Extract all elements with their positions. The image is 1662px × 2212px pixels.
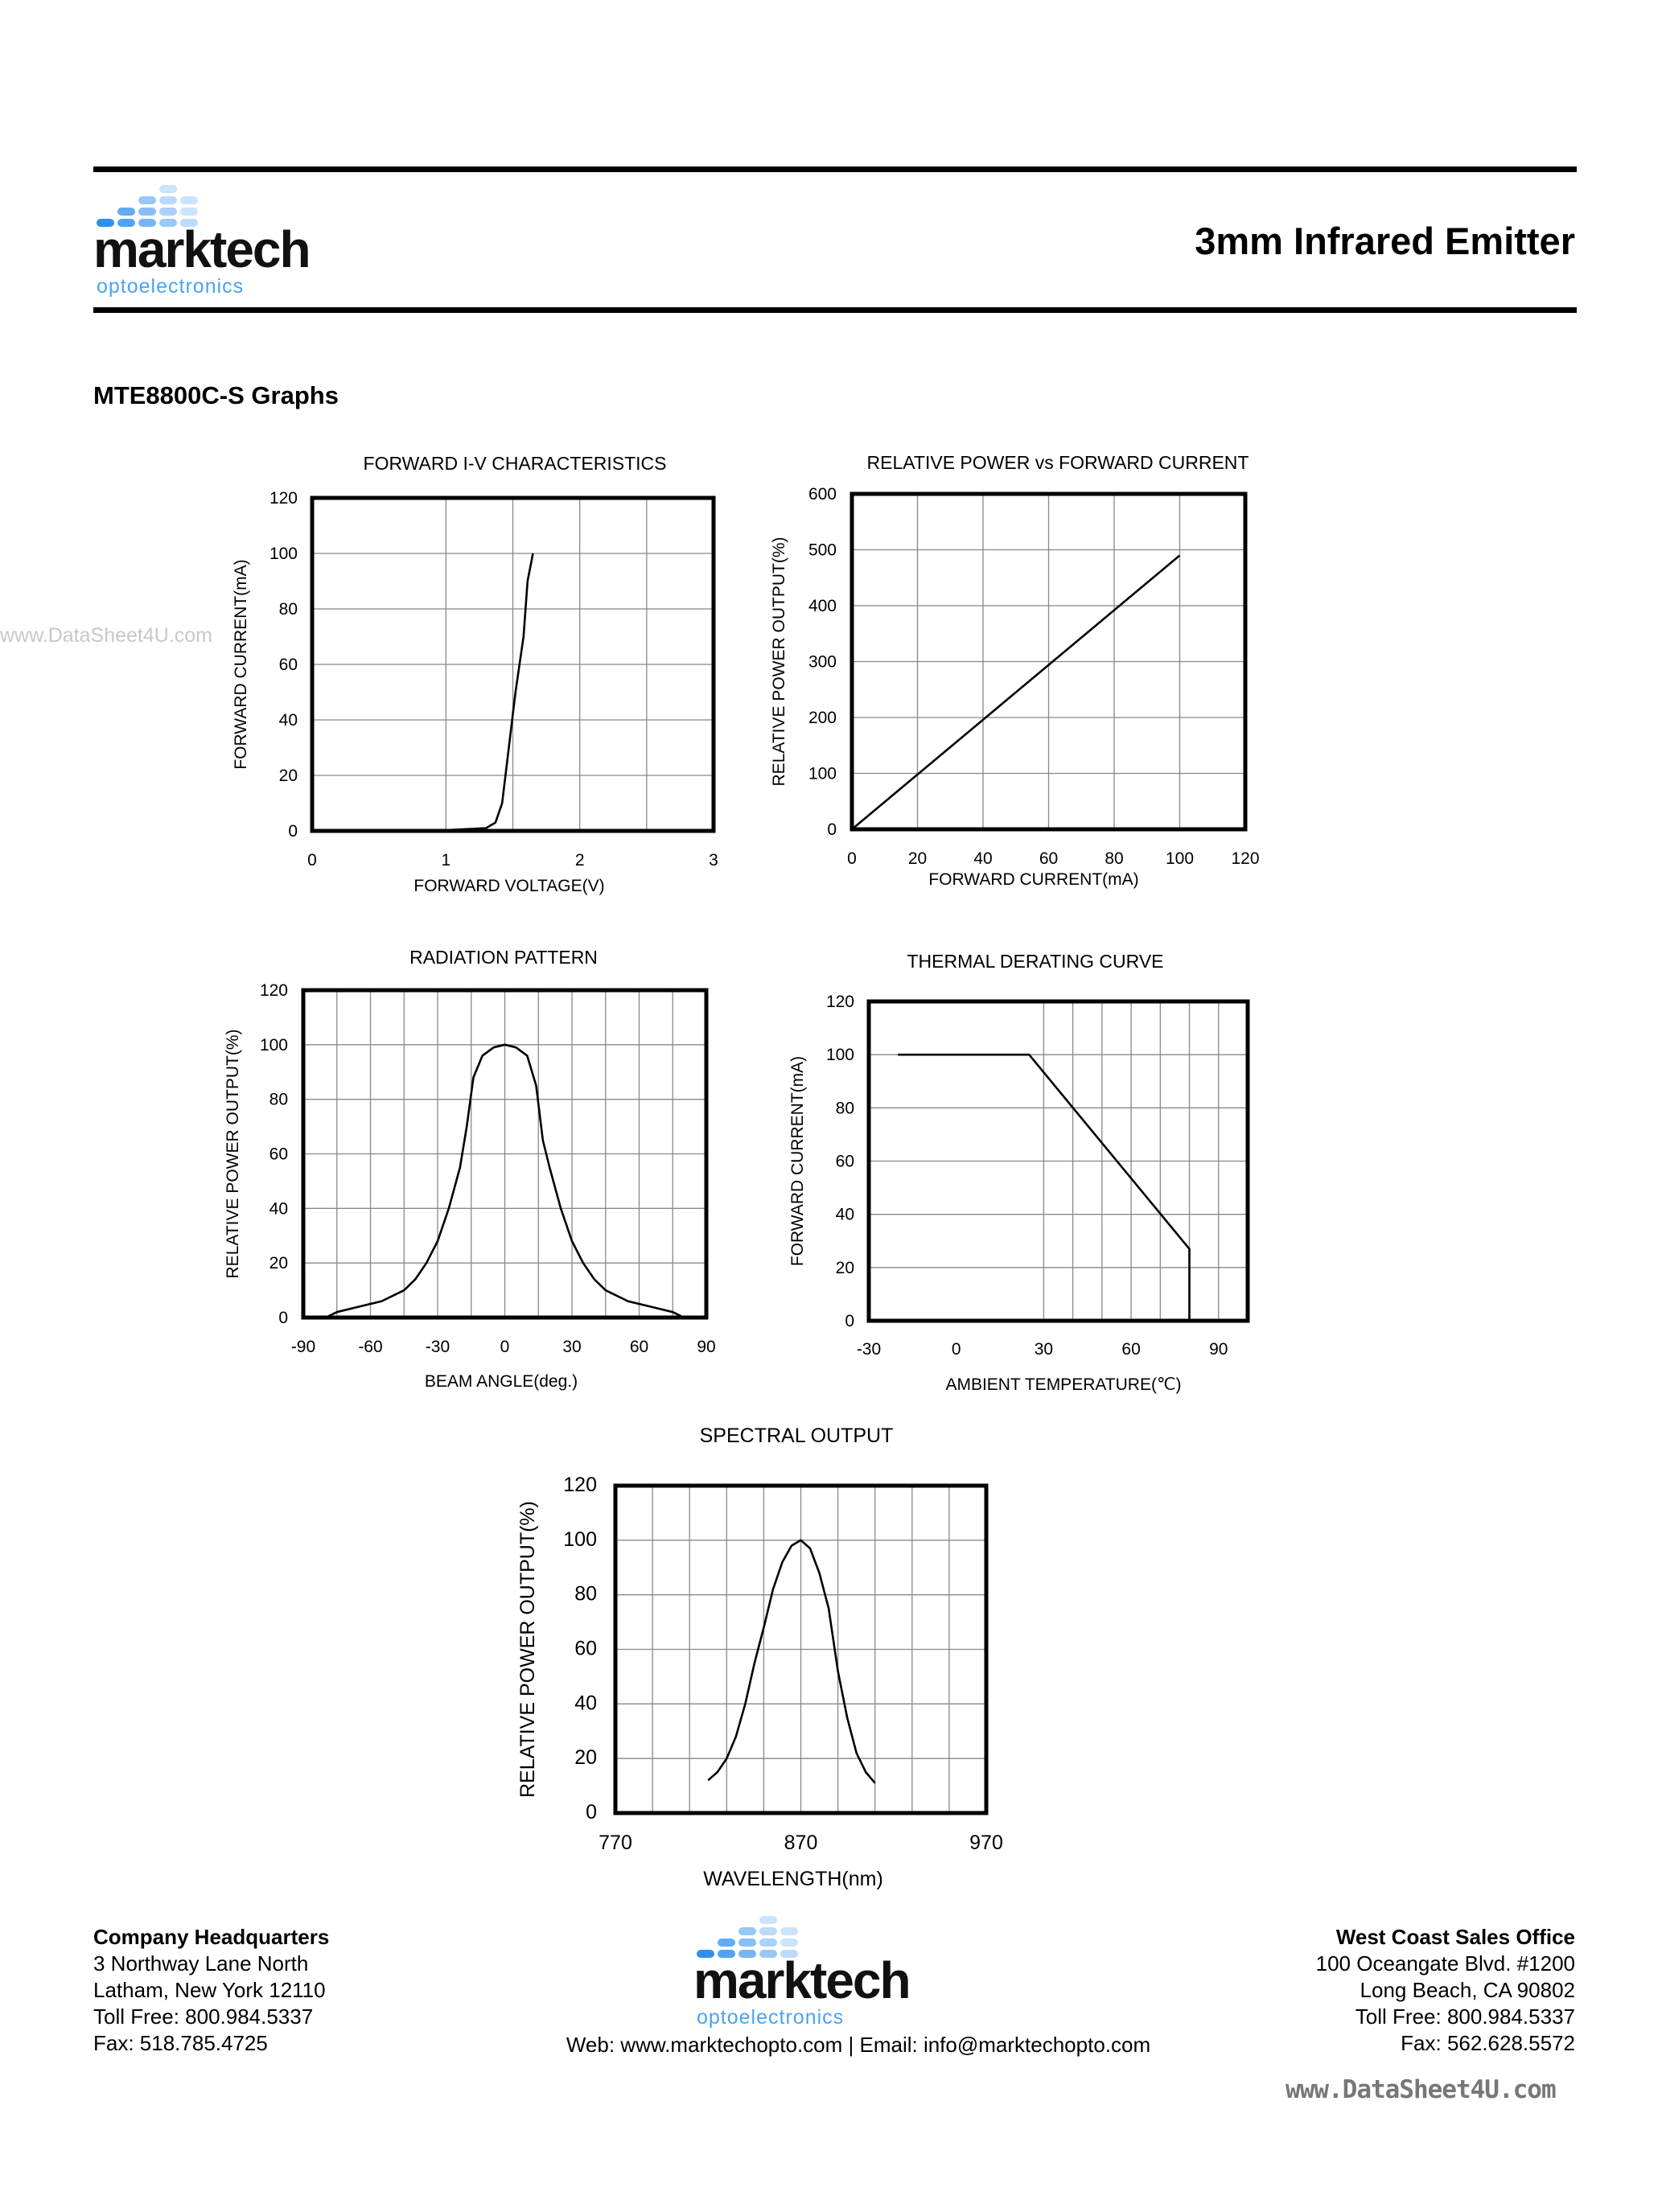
y-tick-label: 20 [835, 1258, 854, 1277]
y-tick-label: 100 [825, 1046, 854, 1065]
x-tick-label: 60 [1121, 1340, 1141, 1359]
x-tick-label: -30 [425, 1338, 450, 1356]
y-tick-label: 80 [574, 1582, 597, 1606]
hq-heading: Company Headquarters [93, 1925, 330, 1949]
x-tick-label: 20 [907, 849, 928, 868]
y-tick-label: 20 [574, 1746, 597, 1770]
x-tick-label: 90 [697, 1338, 716, 1356]
logo-wordmark: marktech [693, 1951, 910, 2009]
y-tick-label: 80 [835, 1099, 854, 1118]
y-tick-label: 20 [278, 767, 298, 785]
y-tick-label: 0 [827, 820, 837, 839]
y-tick-label: 0 [586, 1801, 597, 1823]
hq-line: Fax: 518.785.4725 [93, 2031, 268, 2055]
x-tick-label: 2 [574, 851, 585, 870]
y-axis-label: RELATIVE POWER OUTPUT(%) [224, 1029, 242, 1279]
x-tick-label: -90 [290, 1338, 316, 1356]
footer-contact[interactable]: Web: www.marktechopto.com | Email: info@marktechopto.com [566, 2033, 1151, 2057]
y-tick-label: 300 [808, 652, 837, 672]
y-axis-label: FORWARD CURRENT(mA) [232, 559, 250, 770]
y-tick-label: 0 [278, 1309, 288, 1327]
data-series-line [708, 1540, 874, 1783]
x-axis-label: BEAM ANGLE(deg.) [424, 1372, 578, 1391]
y-tick-label: 100 [269, 545, 298, 563]
y-tick-label: 40 [835, 1205, 854, 1224]
y-tick-label: 40 [269, 1199, 288, 1219]
x-tick-label: -30 [856, 1340, 882, 1359]
chart-title: SPECTRAL OUTPUT [699, 1425, 894, 1447]
y-tick-label: 100 [808, 764, 837, 783]
hq-line: Toll Free: 800.984.5337 [93, 2004, 314, 2029]
hq-line: 3 Northway Lane North [93, 1951, 309, 1976]
y-tick-label: 120 [563, 1474, 597, 1496]
y-tick-label: 400 [808, 597, 837, 615]
x-axis-label: WAVELENGTH(nm) [703, 1868, 883, 1890]
section-title: MTE8800C-S Graphs [93, 381, 339, 409]
y-tick-label: 60 [269, 1145, 288, 1164]
y-tick-label: 40 [278, 711, 298, 730]
y-axis-label: FORWARD CURRENT(mA) [788, 1055, 807, 1267]
x-axis-label: FORWARD VOLTAGE(V) [413, 877, 605, 895]
y-tick-label: 40 [574, 1692, 597, 1715]
y-tick-label: 80 [269, 1090, 288, 1109]
y-tick-label: 20 [269, 1254, 288, 1273]
data-series-line [852, 556, 1180, 830]
y-tick-label: 200 [808, 709, 837, 727]
x-tick-label: 0 [847, 849, 857, 868]
watermark-right: www.DataSheet4U.com [1286, 2075, 1556, 2104]
footer-logo [693, 1914, 983, 2029]
y-tick-label: 80 [278, 600, 298, 619]
hq-line: Latham, New York 12110 [93, 1978, 326, 2002]
x-tick-label: 870 [784, 1832, 818, 1854]
x-axis-label: FORWARD CURRENT(mA) [928, 870, 1139, 889]
x-axis-label: AMBIENT TEMPERATURE(℃) [945, 1375, 1182, 1394]
chart-title: THERMAL DERATING CURVE [907, 951, 1164, 972]
x-tick-label: -60 [358, 1338, 383, 1356]
x-tick-label: 80 [1105, 849, 1124, 868]
x-tick-label: 90 [1209, 1340, 1228, 1359]
y-tick-label: 60 [574, 1637, 597, 1660]
x-tick-label: 40 [973, 849, 993, 868]
logo-tagline: optoelectronics [697, 2006, 845, 2029]
y-axis-label: RELATIVE POWER OUTPUT(%) [516, 1500, 539, 1799]
logo-tagline: optoelectronics [97, 275, 245, 298]
x-tick-label: 770 [599, 1832, 632, 1854]
y-tick-label: 60 [278, 656, 298, 674]
x-tick-label: 3 [709, 851, 718, 870]
chart-title: RADIATION PATTERN [409, 947, 598, 968]
x-tick-label: 30 [1034, 1340, 1054, 1359]
y-tick-label: 60 [835, 1152, 854, 1171]
product-title: 3mm Infrared Emitter [1195, 220, 1575, 262]
y-axis-label: RELATIVE POWER OUTPUT(%) [770, 537, 788, 787]
west-line: Toll Free: 800.984.5337 [1355, 2004, 1575, 2029]
y-tick-label: 100 [563, 1527, 597, 1551]
y-tick-label: 0 [845, 1312, 854, 1330]
west-line: Long Beach, CA 90802 [1360, 1978, 1575, 2002]
y-tick-label: 0 [288, 822, 298, 841]
x-tick-label: 60 [1039, 849, 1059, 868]
watermark-left: www.DataSheet4U.com [0, 624, 213, 647]
y-tick-label: 120 [269, 489, 298, 508]
west-line: Fax: 562.628.5572 [1401, 2031, 1575, 2055]
x-tick-label: 100 [1165, 849, 1195, 868]
y-tick-label: 500 [808, 541, 837, 560]
y-tick-label: 120 [259, 981, 288, 1000]
logo-wordmark: marktech [93, 220, 310, 278]
x-tick-label: 30 [562, 1338, 582, 1356]
chart-title: FORWARD I-V CHARACTERISTICS [363, 453, 667, 474]
x-tick-label: 0 [500, 1338, 510, 1356]
west-heading: West Coast Sales Office [1335, 1925, 1575, 1949]
x-tick-label: 970 [969, 1832, 1003, 1854]
y-tick-label: 100 [259, 1035, 288, 1055]
y-tick-label: 120 [825, 993, 854, 1011]
x-tick-label: 1 [441, 851, 451, 870]
x-tick-label: 60 [629, 1338, 649, 1356]
chart-title: RELATIVE POWER vs FORWARD CURRENT [866, 452, 1249, 473]
x-tick-label: 0 [307, 851, 317, 870]
data-series-line [312, 553, 533, 831]
y-tick-label: 600 [808, 485, 837, 504]
x-tick-label: 120 [1231, 849, 1260, 868]
x-tick-label: 0 [951, 1340, 961, 1359]
west-line: 100 Oceangate Blvd. #1200 [1315, 1951, 1575, 1976]
